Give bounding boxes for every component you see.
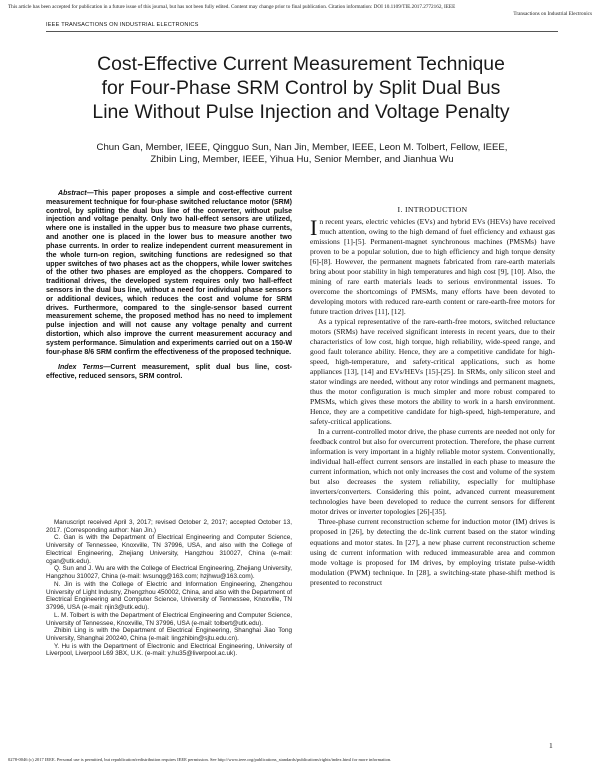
author-list (60, 142, 544, 166)
footnote-affiliation: C. Gan is with the Department of Electrical Engineering and Computer Science, University of Tennessee, Knoxville, TN 37996, USA, and also with the College of Electrical Engineering, Zhejiang University, Hangzhou 310027, China (e-mail: cgan@utk.edu). (46, 534, 292, 565)
title-line: for Four-Phase SRM Control by Split Dual Bus (101, 77, 501, 99)
drop-cap: I (310, 215, 318, 240)
body-paragraph: Three-phase current reconstruction scheme for induction motor (IM) drives is proposed in [26], by detecting the dc-link current based on the stator winding equations and motor states. In [27], a new phase current reconstruction scheme using dc current information with reduced immeasurable area and common mode voltage is proposed for IM drives, by employing tristate pulse-width modulation (PWM) technique. In [28], a switching-state phase-shift method is presented to reconstruct (310, 517, 555, 587)
paper-title (46, 52, 556, 124)
copyright-notice: 0278-0046 (c) 2017 IEEE. Personal use is permitted, but republication/redistribution requires IEEE permission. See http://www.ieee.org/publications_standards/publications/rights/index.html for more information. (8, 757, 392, 762)
notice-right-line: Transactions on Industrial Electronics (513, 10, 592, 17)
left-column (46, 190, 292, 382)
abstract-lead: Abstract (58, 190, 87, 197)
author-line: Chun Gan, Member, IEEE, Qingguo Sun, Nan Jin, Member, IEEE, Leon M. Tolbert, Fellow, IEEE, (96, 142, 508, 153)
footnote-affiliation: Q. Sun and J. Wu are with the College of Electrical Engineering, Zhejiang University, Hangzhou 310027, China (e-mail: lwsunqg@163.com; hzjhwu@163.com). (46, 565, 292, 581)
header-rule (46, 31, 558, 32)
body-paragraph: As a typical representative of the rare-earth-free motors, switched reluctance motors (SRMs) have received significant interests in recent years, due to their characteristics of low cost, high torque, high reliability, wide-speed range, and good fault tolerance ability. Hence, they are a competitive candidate for high-speed, high-temperature, and safety-critical applications, such as home appliances [13], [14] and EVs/HEVs [15]-[25]. In SRMs, only silicon steel and stator windings are needed, without any rotor windings and permanent magnets, thus the motor configuration is much simpler and more robust compared to PMSMs, which gives these motors the ability to work in a harsh environment. Hence, they are a competitive candidate for high-speed, high-temperature, and safety-critical applications. (310, 317, 555, 427)
footnote-affiliation: Y. Hu is with the Department of Electronic and Electrical Engineering, University of Liverpool, Liverpool L69 3BX, U.K. (e-mail: y.hu35@liverpool.ac.uk). (46, 642, 292, 658)
footnotes (46, 519, 292, 658)
paragraph-text: n recent years, electric vehicles (EVs) and hybrid EVs (HEVs) have received much attention, owing to the high demand of fuel efficiency and exhaust gas emissions [1]-[5]. Permanent-magnet synchronous machines (PMSMs) have proven to be a popular solution, due to high efficiency and high torque density [6]-[8]. However, the permanent magnets fabricated from rare-earth materials bring about poor stability in high temperatures and high cost [9], [10]. Also, the mining of rare earth materials leads to serious environmental issues. To overcome the shortcomings of PMSMs, many efforts have been devoted to developing motors with reduced rare-earth content or rare-earth-free motors for future traction drives [11], [12]. (310, 217, 555, 317)
abstract-text: —This paper proposes a simple and cost-effective current measurement technique for four-phase switched reluctance motor (SRM) control, by splitting the dual bus line of the converter, without pulse injection and voltage penalty. Only two hall-effect sensors are utilized, where one is installed in the upper bus to measure two phase currents, and another one is placed in the lower bus to measure another two phase currents. In order to realize independent current measurement in the whole turn-on region, switching functions are redesigned so that upper switches of two phases act as the choppers, while lower switches of the other two phases are employed as the choppers. Compared to traditional drives, the developed system requires only two hall-effect sensors in the dual bus line, without a need for individual phase sensors or additional devices, which reduces the cost and volume for SRM drives. Furthermore, compared to the single-sensor based current measurement scheme, the proposed method has no need to implement pulse injection and will not cause any voltage penalty and current distortion, which also improve the current measurement accuracy and system performance. Simulation and experiments carried out on a 150-W four-phase 8/6 SRM confirm the effectiveness of the proposed technique. (46, 190, 292, 356)
footnote-affiliation: L. M. Tolbert is with the Department of Electrical Engineering and Computer Science, University of Tennessee, Knoxville, TN 37996, USA (e-mail: tolbert@utk.edu). (46, 611, 292, 627)
index-terms-lead: Index Terms (58, 364, 104, 372)
notice-left: This article has been accepted for publication in a future issue of this journal, but has not been fully edited. Content may change prior to final publication. Citation information: DOI 10.1109/TIE.2017.2772162, IEEE (8, 4, 456, 10)
page-number: 1 (549, 741, 553, 750)
footnote-affiliation: N. Jin is with the College of Electric and Information Engineering, Zhengzhou University of Light Industry, Zhengzhou 450002, China, and also with the Department of Electrical Engineering and Computer Science, University of Tennessee, Knoxville, TN 37996, USA (e-mail: njin3@utk.edu). (46, 580, 292, 612)
journal-name: IEEE TRANSACTIONS ON INDUSTRIAL ELECTRONICS (46, 22, 199, 28)
abstract (46, 190, 292, 357)
notice-right (513, 4, 592, 17)
right-column (310, 205, 555, 588)
index-terms (46, 364, 292, 382)
body-paragraph (310, 217, 555, 317)
publication-notice (8, 4, 592, 17)
introduction-body (310, 217, 555, 588)
footnote-manuscript: Manuscript received April 3, 2017; revised October 2, 2017; accepted October 13, 2017. (Corresponding author: Nan Jin.) (46, 519, 292, 534)
title-line: Line Without Pulse Injection and Voltage Penalty (92, 101, 510, 123)
section-heading: I. INTRODUCTION (397, 205, 468, 214)
author-line: Zhibin Ling, Member, IEEE, Yihua Hu, Senior Member, and Jianhua Wu (150, 153, 454, 165)
title-line: Cost-Effective Current Measurement Technique (97, 53, 505, 75)
footnote-affiliation: Zhibin Ling is with the Department of Electrical Engineering, Shanghai Jiao Tong University, Shanghai 200240, China (e-mail: lingzhibin@sjtu.edu.cn). (46, 627, 292, 643)
index-terms-text: —Current measurement, split dual bus line, cost-effective, reduced sensors, SRM control. (46, 364, 292, 381)
body-paragraph: In a current-controlled motor drive, the phase currents are needed not only for feedback control but also for overcurrent protection. Therefore, the phase current information is very important in a highly reliable motor system. Conventionally, individual hall-effect current sensors are installed in each phase to measure the current information, which not only increases the cost and volume of the system but also decreases the system reliability, especially for multiphase inverters/converters. Considering this point, advanced current measurement technologies have been developed to reduce the current sensors for different motor drives or inverter topologies [26]-[35]. (310, 427, 555, 517)
